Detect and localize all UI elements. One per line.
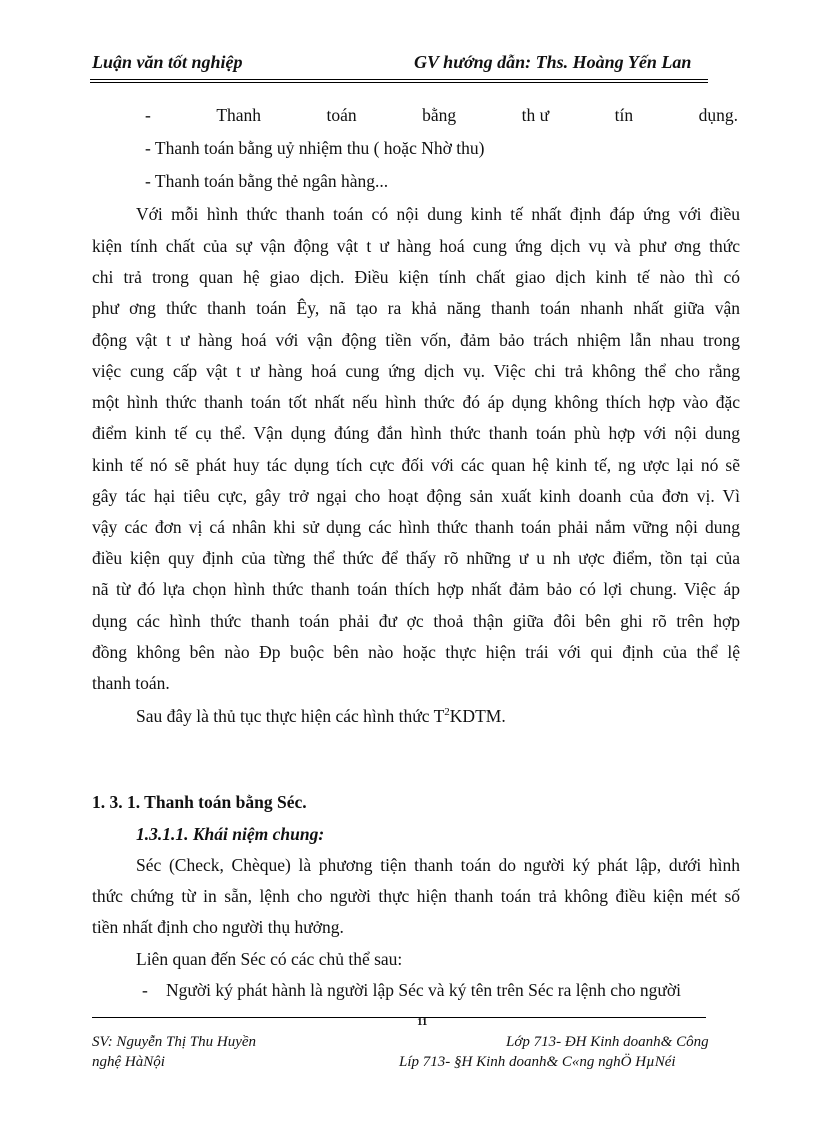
paragraph-line: Séc (Check, Chèque) là phương tiện thanh toán do người ký phát lập, dưới hình bbox=[136, 855, 740, 875]
word: th ư bbox=[521, 105, 550, 125]
footer-class-alt: Líp 713- §H Kinh doanh& C«ng nghÖ HµNéi bbox=[399, 1054, 676, 1070]
paragraph-line: việc cung cấp vật t ư hàng hoá cung ứng dịch vụ. Việc chi trả không thể cho rằng bbox=[92, 361, 740, 381]
paragraph-line: điều kiện quy định của từng thể thức để thấy rõ những ư u nh ược điểm, tồn tại của bbox=[92, 548, 740, 568]
paragraph-line: động vật t ư hàng hoá với vận động tiền vốn, đảm bảo trách nhiệm lẫn nhau trong bbox=[92, 330, 740, 350]
bullet-line: - Thanh toán bằng uỷ nhiệm thu ( hoặc Nhờ thu) bbox=[145, 138, 485, 158]
bullet-line: Người ký phát hành là người lập Séc và ký tên trên Séc ra lệnh cho người bbox=[166, 980, 681, 1000]
paragraph-line: một hình thức thanh toán tốt nhất nếu hình thức đó áp dụng không thích hợp vào đặc bbox=[92, 392, 740, 412]
paragraph-line: điểm kinh tế cụ thể. Vận dụng đúng đắn hình thức thanh toán phù hợp với nội dung bbox=[92, 423, 740, 443]
subsection-heading: 1.3.1.1. Khái niệm chung: bbox=[136, 824, 325, 844]
paragraph-line: thanh toán. bbox=[92, 673, 170, 693]
header-advisor: GV hướng dẫn: Ths. Hoàng Yến Lan bbox=[414, 52, 692, 72]
paragraph-line: Liên quan đến Séc có các chủ thể sau: bbox=[136, 949, 403, 969]
footer-student: SV: Nguyễn Thị Thu Huyền bbox=[92, 1034, 257, 1050]
header-thesis-title: Luận văn tốt nghiệp bbox=[92, 52, 243, 72]
paragraph-line: tiền nhất định cho người thụ hưởng. bbox=[92, 917, 344, 937]
paragraph-line: gây tác hại tiêu cực, gây trở ngại cho hoạt động sản xuất kinh doanh của đơn vị. Vì bbox=[92, 486, 740, 506]
header-divider bbox=[90, 79, 708, 83]
footer-divider bbox=[92, 1017, 706, 1018]
bullet-line-credit bbox=[145, 100, 738, 131]
intro-line bbox=[136, 701, 506, 732]
paragraph-line: chi trả trong quan hệ giao dịch. Điều kiện tính chất giao dịch kinh tế nào thì có bbox=[92, 267, 740, 287]
word: dụng. bbox=[698, 105, 738, 125]
bullet-line: - Thanh toán bằng thẻ ngân hàng... bbox=[145, 171, 389, 191]
paragraph-line: vậy các đơn vị cá nhân khi sử dụng các hình thức thanh toán phải nắm vững nội dung bbox=[92, 517, 740, 537]
paragraph-line: kiện tính chất của sự vận động vật t ư hàng hoá cung ứng dịch vụ và phư ơng thức bbox=[92, 236, 740, 256]
paragraph-line: phư ơng thức thanh toán Êy, nã tạo ra khả năng thanh toán nhanh nhất giữa vận bbox=[92, 298, 740, 318]
paragraph-line: dụng các hình thức thanh toán phải đư ợc thoả thận giữa đôi bên ghi rõ trên hợp bbox=[92, 611, 740, 631]
footer-class-cont: nghệ HàNội bbox=[92, 1054, 165, 1070]
intro-text: Sau đây là thủ tục thực hiện các hình thức T bbox=[136, 706, 445, 726]
page-number: 11 bbox=[417, 1016, 428, 1028]
word: bằng bbox=[422, 105, 457, 125]
bullet-dash: - bbox=[142, 980, 148, 1000]
paragraph-line: Với mỗi hình thức thanh toán có nội dung kinh tế nhất định đáp ứng với điều bbox=[136, 204, 740, 224]
paragraph-line: kinh tế nó sẽ phát huy tác dụng tích cực đối với các quan hệ kinh tế, ng ược lại nó sẽ bbox=[92, 455, 740, 475]
paragraph-line: thức chứng từ in sẵn, lệnh cho người thực hiện thanh toán trả không điều kiện mét số bbox=[92, 886, 740, 906]
bullet-dash: - bbox=[145, 105, 151, 125]
word: toán bbox=[326, 105, 357, 125]
word: tín bbox=[614, 105, 634, 125]
intro-text: KDTM. bbox=[449, 706, 506, 726]
section-heading: 1. 3. 1. Thanh toán bằng Séc. bbox=[92, 792, 307, 812]
paragraph-line: nã từ đó lựa chọn hình thức thanh toán thích hợp nhất đảm bảo có lợi chung. Việc áp bbox=[92, 579, 740, 599]
footer-class: Lớp 713- ĐH Kinh doanh& Công bbox=[506, 1034, 709, 1050]
word: Thanh bbox=[216, 105, 262, 125]
paragraph-line: đồng không bên nào Ðp buộc bên nào hoặc thực hiện trái với qui định của thể lệ bbox=[92, 642, 740, 662]
superscript: 2 bbox=[444, 706, 450, 719]
